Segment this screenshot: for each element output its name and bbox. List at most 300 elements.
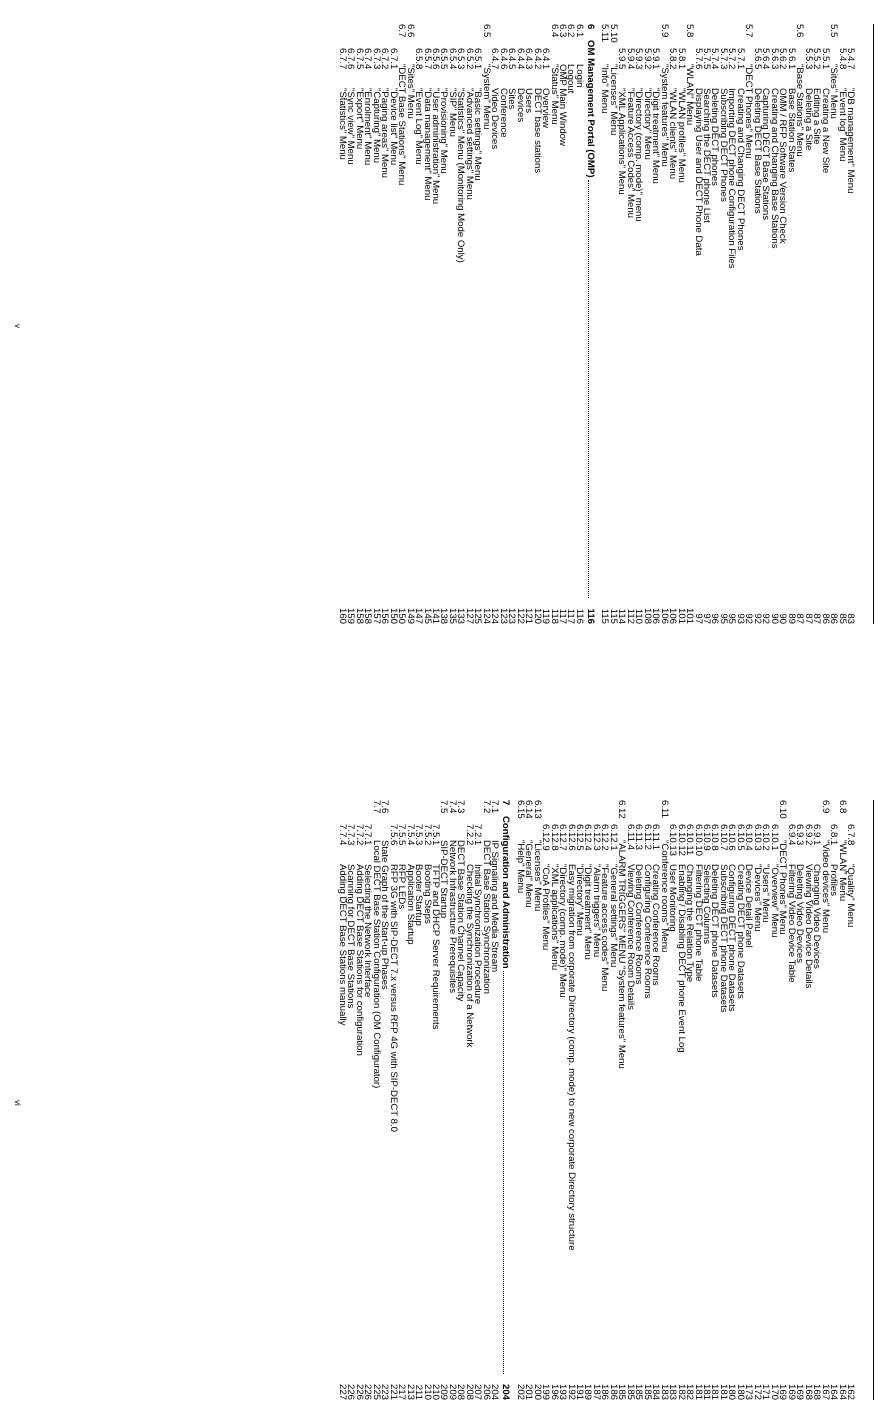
toc-entry-title: Importing DECT phone Configuration Files xyxy=(726,88,738,269)
toc-entry-number: 6.14 xyxy=(523,800,535,819)
toc-entry-number: 5.5.3 xyxy=(802,48,814,70)
toc-entry-title: Enabling / Disabling DECT phone Event Log xyxy=(675,864,687,1053)
toc-entry-title: Initial Synchronization Procedure xyxy=(472,864,484,1005)
toc-entry-title: "WLAN clients" Menu xyxy=(667,88,679,180)
toc-entry-page: 204 xyxy=(489,1383,501,1400)
toc-entry-page: 122 xyxy=(514,607,526,624)
toc-entry-page: 97 xyxy=(692,613,704,624)
toc-entry-title: RFP LEDs xyxy=(396,864,408,910)
toc-entry-page: 181 xyxy=(692,1383,704,1400)
toc-entry-number: 6.11.3 xyxy=(633,824,645,850)
toc-entry-page: 180 xyxy=(734,1383,746,1400)
toc-entry-title: "Users" Menu xyxy=(760,864,772,923)
toc-entry-number: 6.7.5 xyxy=(353,48,365,70)
toc-entry-title: "XML applications" Menu xyxy=(548,864,560,971)
toc-entry-title: Login xyxy=(573,64,585,88)
toc-entry-page: 210 xyxy=(421,1383,433,1400)
toc-entry-number: 5.9 xyxy=(658,24,670,38)
toc-entry-number: 6.9.2 xyxy=(802,824,814,846)
toc-entry-page: 118 xyxy=(548,608,560,624)
toc-entry-number: 7.1 xyxy=(489,800,501,814)
toc-entry-page: 183 xyxy=(658,1383,670,1400)
toc-entry-title: "Devices" Menu xyxy=(751,864,763,932)
toc-entry-page: 127 xyxy=(463,607,475,624)
toc-entry-number: 6.5.1 xyxy=(472,48,484,70)
toc-entry-number: 6.8 xyxy=(836,800,848,814)
toc-entry-page: 95 xyxy=(726,613,738,624)
toc-entry-title: Booting Steps xyxy=(421,864,433,924)
toc-entry-title: Subscribing DECT Phones xyxy=(717,88,729,202)
toc-entry-title: "XML Applications" Menu xyxy=(616,88,628,195)
toc-entry-page: 208 xyxy=(455,1383,467,1400)
toc-entry-page: 187 xyxy=(590,1383,602,1400)
toc-entry-number: 7.5 xyxy=(438,800,450,814)
toc-entry-page: 226 xyxy=(353,1383,365,1400)
toc-entry-number: 6.10.7 xyxy=(717,824,729,851)
toc-entry-page: 170 xyxy=(768,1383,780,1400)
toc-chapter-entry[interactable] xyxy=(584,24,596,624)
toc-entry-page: 186 xyxy=(607,1383,619,1400)
toc-entry-title: Deleting Conference Rooms xyxy=(633,864,645,985)
toc-entry-number: 6.4.4 xyxy=(514,48,526,70)
toc-entry-number: 6.12.8 xyxy=(548,824,560,851)
toc-entry-number: 7.6 xyxy=(379,800,391,814)
toc-entry-page: 172 xyxy=(751,1383,763,1400)
toc-entry-number: 6.4.5 xyxy=(506,48,518,70)
toc-entry-number: 6.7.8 xyxy=(845,824,856,846)
toc-entry-number: 6.12.5 xyxy=(574,824,585,851)
toc-entry-page: 90 xyxy=(768,613,780,624)
toc-entry-page: 183 xyxy=(667,1383,679,1400)
toc-entry-number: 5.6.3 xyxy=(768,48,780,70)
toc-entry-number: 6.6 xyxy=(404,24,416,38)
toc-entry-title: Displaying User and DECT Phone Data xyxy=(692,88,704,256)
toc-entry-title: Easy migration from corporate Directory (comp. mode) to new corporate Directory structure xyxy=(565,864,577,1251)
toc-entry-page: 185 xyxy=(633,1383,645,1400)
toc-entry-number: 5.8.1 xyxy=(675,48,687,70)
toc-entry-title: Adding DECT Base Stations manually xyxy=(336,864,348,1026)
toc-entry-page: 149 xyxy=(404,607,416,624)
toc-entry-title: "Paging areas" Menu xyxy=(379,88,391,179)
toc-entry-number: 5.9.3 xyxy=(633,48,645,70)
toc-entry-title: "Feature access codes" Menu xyxy=(599,864,611,992)
toc-entry-title: Changing Video Devices xyxy=(811,864,823,969)
toc-entry-number: 6.9.1 xyxy=(811,824,823,846)
toc-entry-page: 87 xyxy=(794,613,806,624)
toc-entry-title: "ALARM TRIGGERS" MENU "System features" Menu xyxy=(616,840,628,1069)
toc-entry-page: 101 xyxy=(675,607,687,624)
toc-entry-title: Creating DECT phone Datasets xyxy=(734,864,746,999)
toc-entry-number: 5.10 xyxy=(607,24,619,43)
toc-entry-page: 150 xyxy=(396,607,408,624)
toc-entry[interactable] xyxy=(514,24,526,624)
toc-entry-title: Creating Conference Rooms xyxy=(650,864,662,986)
toc-entry-number: 5.6.1 xyxy=(785,48,797,70)
toc-entry-number: 5.9.2 xyxy=(641,48,653,70)
toc-entry-title: Users xyxy=(523,88,535,114)
toc-entry-title: "Export" Menu xyxy=(353,88,365,150)
toc-entry-title: "System" Menu xyxy=(480,64,492,130)
toc-entry-number: 5.5 xyxy=(828,24,840,38)
toc-entry-title: IP Signaling and Media Stream xyxy=(489,840,501,973)
toc-entry-title: Checking the Synchronization of a Network xyxy=(463,864,475,1048)
toc-entry-number: 5.7 xyxy=(743,24,755,38)
toc-entry-page: 201 xyxy=(523,1383,535,1400)
toc-entry-number: 6.5.8 xyxy=(413,48,425,70)
toc-entry-number: 6.7.3 xyxy=(370,48,382,70)
toc-entry-title: "Licenses" Menu xyxy=(531,840,543,912)
toc-entry-title: "Statistics" Menu xyxy=(336,88,348,160)
toc-entry-title: OMM / RFP Software Version Check xyxy=(777,88,789,244)
toc-entry-page: 125 xyxy=(472,607,484,624)
toc-entry-title: Profiles xyxy=(828,864,840,896)
toc-entry-page: 135 xyxy=(446,607,458,624)
toc-entry-number: 5.6.2 xyxy=(777,48,789,70)
toc-entry-number: 5.7.3 xyxy=(717,48,729,70)
toc-entry-title: Base Station States xyxy=(785,88,797,173)
toc-chapter-entry[interactable] xyxy=(500,800,511,1400)
toc-entry[interactable] xyxy=(575,24,583,624)
toc-entry-page: 184 xyxy=(650,1383,662,1400)
toc-entry-page: 115 xyxy=(607,608,619,624)
toc-entry-title: "General settings" Menu xyxy=(607,864,619,968)
toc-entry-title: Deleting DECT Base Stations xyxy=(751,88,763,214)
toc-entry-page: 168 xyxy=(811,1383,823,1400)
toc-entry-page: 96 xyxy=(709,613,721,624)
toc-entry-page: 227 xyxy=(336,1383,348,1400)
toc-entry-title: User Monitoring xyxy=(667,864,679,932)
toc-entry-number: 5.6.4 xyxy=(760,48,772,70)
toc-entry-page: 164 xyxy=(828,1383,840,1400)
toc-entry-page: 92 xyxy=(743,613,755,624)
toc-entry-number: 6.12.6 xyxy=(565,824,577,851)
toc-entry-title: "Conference rooms" Menu xyxy=(658,840,670,953)
toc-entry-number: 6.9 xyxy=(819,800,831,814)
toc-entry-title: "DECT Phones" Menu xyxy=(743,64,755,159)
toc-entry-title: DECT Base Station Synchronization xyxy=(480,840,492,994)
toc-entry-page: 225 xyxy=(370,1383,382,1400)
toc-entry-page: 156 xyxy=(379,607,391,624)
toc-entry-title: Editing a Site xyxy=(811,88,823,145)
toc-entry-title: Logout xyxy=(565,64,577,94)
toc-entry-number: 5.7.4 xyxy=(709,48,721,70)
toc-entry-title: Creating and Changing Base Stations xyxy=(768,88,780,249)
toc-list xyxy=(337,24,854,624)
toc-entry-number: 7 xyxy=(500,800,511,806)
toc-entry-number: 6.7.7 xyxy=(336,48,348,70)
toc-entry-page: 226 xyxy=(362,1383,374,1400)
toc-entry-page: 145 xyxy=(421,607,433,624)
toc-entry-number: 6.11.1 xyxy=(650,824,662,850)
toc-entry-number: 6.2 xyxy=(565,24,577,38)
toc-entry-title: TFTP and DHCP Server Requirements xyxy=(430,864,441,1030)
toc-entry-title: Configuring Conference Rooms xyxy=(641,864,653,999)
toc-entry-title: "User administration" Menu xyxy=(430,88,441,205)
toc-entry-number: 6.11.2 xyxy=(641,824,653,850)
toc-entry-page: 133 xyxy=(455,607,467,624)
toc-entry-title: "Status" Menu xyxy=(548,64,560,125)
toc-entry-page: 158 xyxy=(353,607,365,624)
toc-entry-number: 5.4.8 xyxy=(836,48,848,70)
toc-entry-number: 6.10.3 xyxy=(751,824,763,851)
toc-entry-number: 6.9.3 xyxy=(794,824,806,846)
toc-entry-number: 6.10.12 xyxy=(675,824,687,857)
toc-entry-page: 147 xyxy=(413,607,425,624)
toc-entry-title: "Capturing" Menu xyxy=(370,88,382,164)
toc-entry-title: "General" Menu xyxy=(523,840,535,908)
toc-entry-number: 6.4.2 xyxy=(531,48,543,70)
toc-entry-number: 6.7.2 xyxy=(379,48,391,70)
toc-entry-number: 7.5.1 xyxy=(430,824,441,846)
toc-entry-page: 185 xyxy=(624,1383,636,1400)
toc-entry-page: 209 xyxy=(446,1383,458,1400)
toc-entry-number: 6.10.10 xyxy=(692,824,704,857)
toc-entry-page: 211 xyxy=(413,1384,425,1400)
toc-entry-title: Filtering Video Device Table xyxy=(785,864,797,983)
toc-entry-title: Application Startup xyxy=(404,864,416,945)
toc-entry-page: 200 xyxy=(531,1383,543,1400)
toc-entry-number: 6.10.2 xyxy=(760,824,772,851)
toc-entry-page: 124 xyxy=(489,607,501,624)
toc-entry-number: 6.5.5 xyxy=(438,48,450,70)
toc-entry-number: 5.6 xyxy=(794,24,806,38)
toc-entry-page: 217 xyxy=(396,1383,408,1400)
toc-leader xyxy=(588,180,596,598)
toc-entry-page: 85 xyxy=(836,613,848,624)
toc-entry-title: "Data management" Menu xyxy=(421,88,433,201)
toc-entry-number: 6.7.1 xyxy=(387,48,399,70)
toc-entry-title: "DB management" Menu xyxy=(845,88,856,194)
toc-entry-title: "Feature Access Codes" Menu xyxy=(624,88,636,218)
toc-entry-page: 86 xyxy=(819,613,831,624)
toc-entry[interactable] xyxy=(531,24,543,624)
toc-entry-number: 6.5 xyxy=(480,24,492,38)
toc-entry-number: 5.8 xyxy=(684,24,696,38)
toc-entry-title: "Sites" Menu xyxy=(828,64,840,119)
toc-entry-page: 164 xyxy=(836,1383,848,1400)
toc-entry-title: "Event Log" Menu xyxy=(413,88,425,165)
toc-entry-title: DECT Base Station Channel Capacity xyxy=(455,840,467,1002)
toc-entry-title: Creating a New Site xyxy=(819,88,831,174)
toc-entry-title: Searching the DECT phone List xyxy=(701,88,713,223)
toc-entry-number: 5.7.5 xyxy=(701,48,713,70)
toc-entry-page: 169 xyxy=(794,1383,806,1400)
toc-entry-title: Conference xyxy=(497,88,509,138)
toc-entry-title: "WLAN" Menu xyxy=(684,64,696,126)
toc-entry-title: Viewing Conference Room Details xyxy=(624,864,636,1010)
toc-entry-number: 7.7.2 xyxy=(353,824,365,846)
toc-entry-number: 6.7.4 xyxy=(362,48,374,70)
toc-entry-page: 87 xyxy=(802,613,814,624)
toc-entry-title: Devices xyxy=(514,88,526,123)
toc-entry-number: 6.5.4 xyxy=(446,48,458,70)
toc-entry-title: Subscribing DECT phone Datasets xyxy=(717,864,729,1013)
toc-entry-title: "Event log" Menu xyxy=(836,88,848,162)
toc-entry-number: 5.7.2 xyxy=(726,48,738,70)
toc-entry-title: Selecting Columns xyxy=(701,864,713,944)
toc-entry-number: 6.10.5 xyxy=(734,824,746,851)
toc-entry-title: Adding DECT Base Stations for configuration xyxy=(353,864,365,1056)
toc-entry-page: 110 xyxy=(633,608,645,624)
toc-page-v xyxy=(0,24,886,624)
toc-entry-number: 5.9.4 xyxy=(624,48,636,70)
toc-entry-page: 158 xyxy=(362,607,374,624)
toc-entry-number: 6.10.4 xyxy=(743,824,755,851)
toc-entry-number: 5.9.5 xyxy=(616,48,628,70)
toc-entry-title: Video Devices xyxy=(489,88,501,150)
toc-entry-title: "Info" Menu xyxy=(599,64,611,114)
toc-entry-page: 167 xyxy=(819,1383,831,1400)
toc-entry-number: 6.4 xyxy=(548,24,560,38)
toc-entry-number: 7.7 xyxy=(370,800,382,814)
page-number: v xyxy=(13,324,22,328)
toc-entry-number: 5.6.5 xyxy=(751,48,763,70)
toc-entry-number: 6.10.6 xyxy=(726,824,738,851)
toc-entry-number: 7.3 xyxy=(455,800,467,814)
toc-page-vi xyxy=(0,800,886,1400)
toc-entry-page: 124 xyxy=(480,607,492,624)
toc-entry-page: 121 xyxy=(523,607,535,624)
toc-entry-number: 7.4 xyxy=(446,800,458,814)
toc-entry-page: 159 xyxy=(345,607,357,624)
toc-entry-title: "Sync view" Menu xyxy=(345,88,357,165)
toc-entry-title: "Digit treatment" Menu xyxy=(582,864,594,960)
toc-entry-number: 6.7.6 xyxy=(345,48,357,70)
toc-entry-title: Scanning for DECT Base Stations xyxy=(345,864,357,1009)
toc-entry-page: 119 xyxy=(540,608,552,624)
toc-entry-page: 180 xyxy=(726,1383,738,1400)
toc-entry-page: 169 xyxy=(785,1383,797,1400)
toc-entry-page: 169 xyxy=(777,1383,789,1400)
toc-entry-number: 6.5.7 xyxy=(421,48,433,70)
toc-entry-title: Deleting a Site xyxy=(802,88,814,151)
toc-entry-page: 87 xyxy=(811,613,823,624)
toc-entry-title: Capturing DECT Base Stations xyxy=(760,88,772,221)
toc-entry[interactable] xyxy=(336,24,348,624)
toc-entry-title: "Help" Menu xyxy=(514,840,526,894)
toc-entry-title: "WLAN profiles" Menu xyxy=(675,88,687,183)
toc-entry-number: 6.9.4 xyxy=(785,824,797,846)
toc-entry-page: 157 xyxy=(370,607,382,624)
toc-entry[interactable] xyxy=(336,800,348,1400)
toc-entry-page: 206 xyxy=(480,1383,492,1400)
toc-entry-number: 7.7.1 xyxy=(362,824,374,846)
toc-entry-page: 95 xyxy=(717,613,729,624)
toc-entry-title: "Basic settings" Menu xyxy=(472,88,484,181)
toc-entry-page: 207 xyxy=(472,1383,484,1400)
toc-entry-page: 116 xyxy=(573,608,585,624)
toc-entry-page: 196 xyxy=(548,1383,560,1400)
toc-entry-page: 117 xyxy=(565,608,577,624)
toc-entry-title: Viewing Video Device Details xyxy=(802,864,814,989)
toc-entry-number: 6.10.8 xyxy=(709,824,721,851)
toc-entry-number: 7.2.1 xyxy=(472,824,484,846)
toc-entry-title: Configuration and Administration xyxy=(500,816,511,969)
toc-entry-page: 92 xyxy=(760,613,772,624)
toc-entry-page: 89 xyxy=(785,613,797,624)
toc-entry-page: 83 xyxy=(845,613,856,624)
toc-entry-title: "Digit treatment" Menu xyxy=(650,88,662,184)
toc-entry-title: "WLAN" Menu xyxy=(836,840,848,902)
toc-entry-number: 7.2.2 xyxy=(463,824,475,846)
toc-entry[interactable] xyxy=(607,24,619,624)
toc-entry-number: 6.11 xyxy=(658,800,670,818)
toc-entry-page: 189 xyxy=(582,1383,594,1400)
toc-entry-title: "Enrolment" Menu xyxy=(362,88,374,166)
toc-entry-number: 5.8.2 xyxy=(667,48,679,70)
toc-entry-page: 138 xyxy=(438,607,450,624)
toc-entry-page: 221 xyxy=(387,1383,399,1400)
toc-entry-page: 86 xyxy=(828,613,840,624)
toc-entry-number: 6.4.1 xyxy=(540,48,552,70)
toc-entry-number: 7.7.4 xyxy=(336,824,348,846)
toc-entry-title: SIP-DECT Startup xyxy=(438,840,450,919)
toc-entry-page: 117 xyxy=(557,608,569,624)
toc-entry-page: 182 xyxy=(675,1383,687,1400)
toc-entry-number: 6.10.13 xyxy=(667,824,679,857)
toc-entry-title: State Graph of the Start-up Phases xyxy=(379,840,391,990)
toc-entry-number: 5.5.1 xyxy=(819,48,831,70)
toc-entry-title: Network Infrastructure Prerequisites xyxy=(446,840,458,994)
toc-entry-page: 208 xyxy=(463,1383,475,1400)
toc-entry-page: 181 xyxy=(701,1383,713,1400)
toc-entry-number: 6.12.9 xyxy=(540,824,552,851)
toc-entry-page: 106 xyxy=(658,607,670,624)
toc-entry-title: Booter Startup xyxy=(413,864,425,926)
toc-entry-title: Local DECT Base Station Configuration (OM Configurator) xyxy=(370,840,382,1089)
toc-entry-page: 106 xyxy=(650,607,662,624)
toc-entry-number: 6 xyxy=(584,24,596,30)
toc-entry-page: 108 xyxy=(641,607,653,624)
toc-entry-page: 199 xyxy=(540,1383,552,1400)
toc-entry-page: 106 xyxy=(667,607,679,624)
toc-entry-number: 7.7.3 xyxy=(345,824,357,846)
toc-entry-number: 6.10.11 xyxy=(684,824,696,856)
page-divider xyxy=(873,24,874,624)
toc-entry-number: 6.10.9 xyxy=(701,824,713,851)
toc-entry-page: 191 xyxy=(574,1383,585,1400)
toc-entry-page: 168 xyxy=(802,1383,814,1400)
toc-entry-page: 181 xyxy=(717,1383,729,1400)
toc-entry-title: Deleting DECT phone Datasets xyxy=(709,864,721,998)
toc-entry-title: Overview xyxy=(540,88,552,128)
toc-entry-title: OMP Main Window xyxy=(557,64,569,146)
toc-entry-title: "Directory (comp. mode)" Menu xyxy=(557,864,569,998)
toc-entry-title: "Sites" Menu xyxy=(404,64,416,119)
toc-entry-number: 6.5.2 xyxy=(463,48,475,70)
toc-entry-page: 116 xyxy=(584,608,596,624)
toc-entry-number: 6.12.7 xyxy=(557,824,569,851)
toc-list xyxy=(337,800,854,1400)
toc-entry-number: 5.4.7 xyxy=(845,48,856,70)
toc-entry-number: 6.12.2 xyxy=(599,824,611,851)
toc-entry-title: "Directory (comp. mode)" menu xyxy=(633,88,645,222)
toc-entry-page: 123 xyxy=(497,607,509,624)
toc-entry-page: 213 xyxy=(404,1383,416,1400)
toc-entry-title: Selecting the Network Interface xyxy=(362,864,374,998)
toc-entry[interactable] xyxy=(514,800,526,1400)
toc-entry-title: "Directory" Menu xyxy=(641,88,653,160)
toc-entry-number: 6.10 xyxy=(777,800,789,819)
toc-entry-title: "Video devices" Menu xyxy=(819,840,831,934)
toc-entry-title: "Provisioning" Menu xyxy=(438,88,450,174)
toc-entry-title: "Overview" Menu xyxy=(768,864,780,938)
toc-entry-title: "Device list" Menu xyxy=(387,88,399,166)
toc-entry-page: 202 xyxy=(514,1383,526,1400)
toc-entry-title: Configuring DECT phone Datasets xyxy=(726,864,738,1012)
toc-entry-title: "DECT Base Stations" Menu xyxy=(396,64,408,186)
toc-entry-page: 182 xyxy=(684,1383,696,1400)
